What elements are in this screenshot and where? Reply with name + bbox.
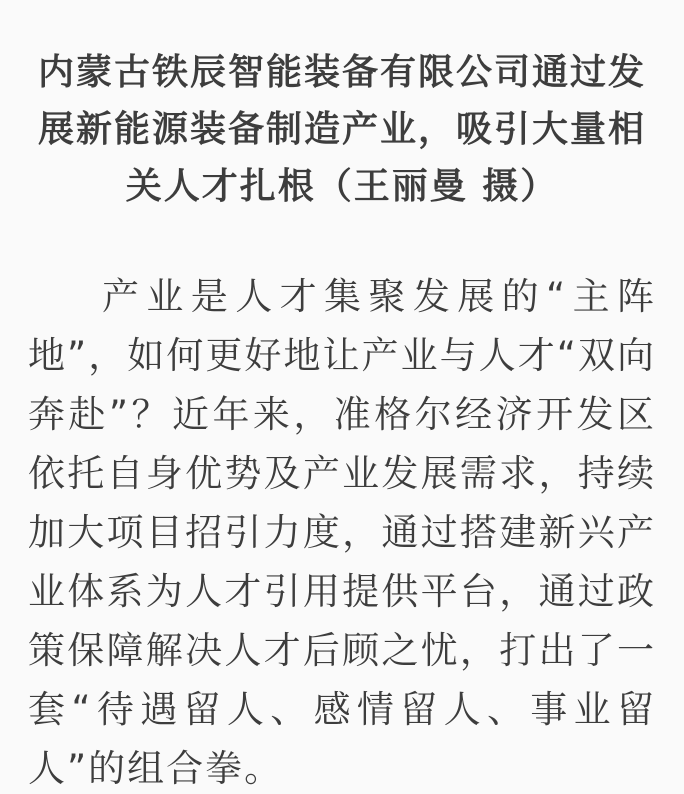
article-paragraph: 产业是人才集聚发展的“主阵地”，如何更好地让产业与人才“双向奔赴”？近年来，准格尔经济开发区依托自身优势及产业发展需求，持续加大项目招引力度，通过搭建新兴产业体系为人才引用提供平台，通过政策保障解决人才后顾之忧，打出了一套“待遇留人、感情留人、事业留人”的组合拳。 [28, 275, 656, 790]
photo-caption: 内蒙古铁辰智能装备有限公司通过发展新能源装备制造产业，吸引大量相关人才扎根（王丽曼 摄） [37, 52, 646, 207]
